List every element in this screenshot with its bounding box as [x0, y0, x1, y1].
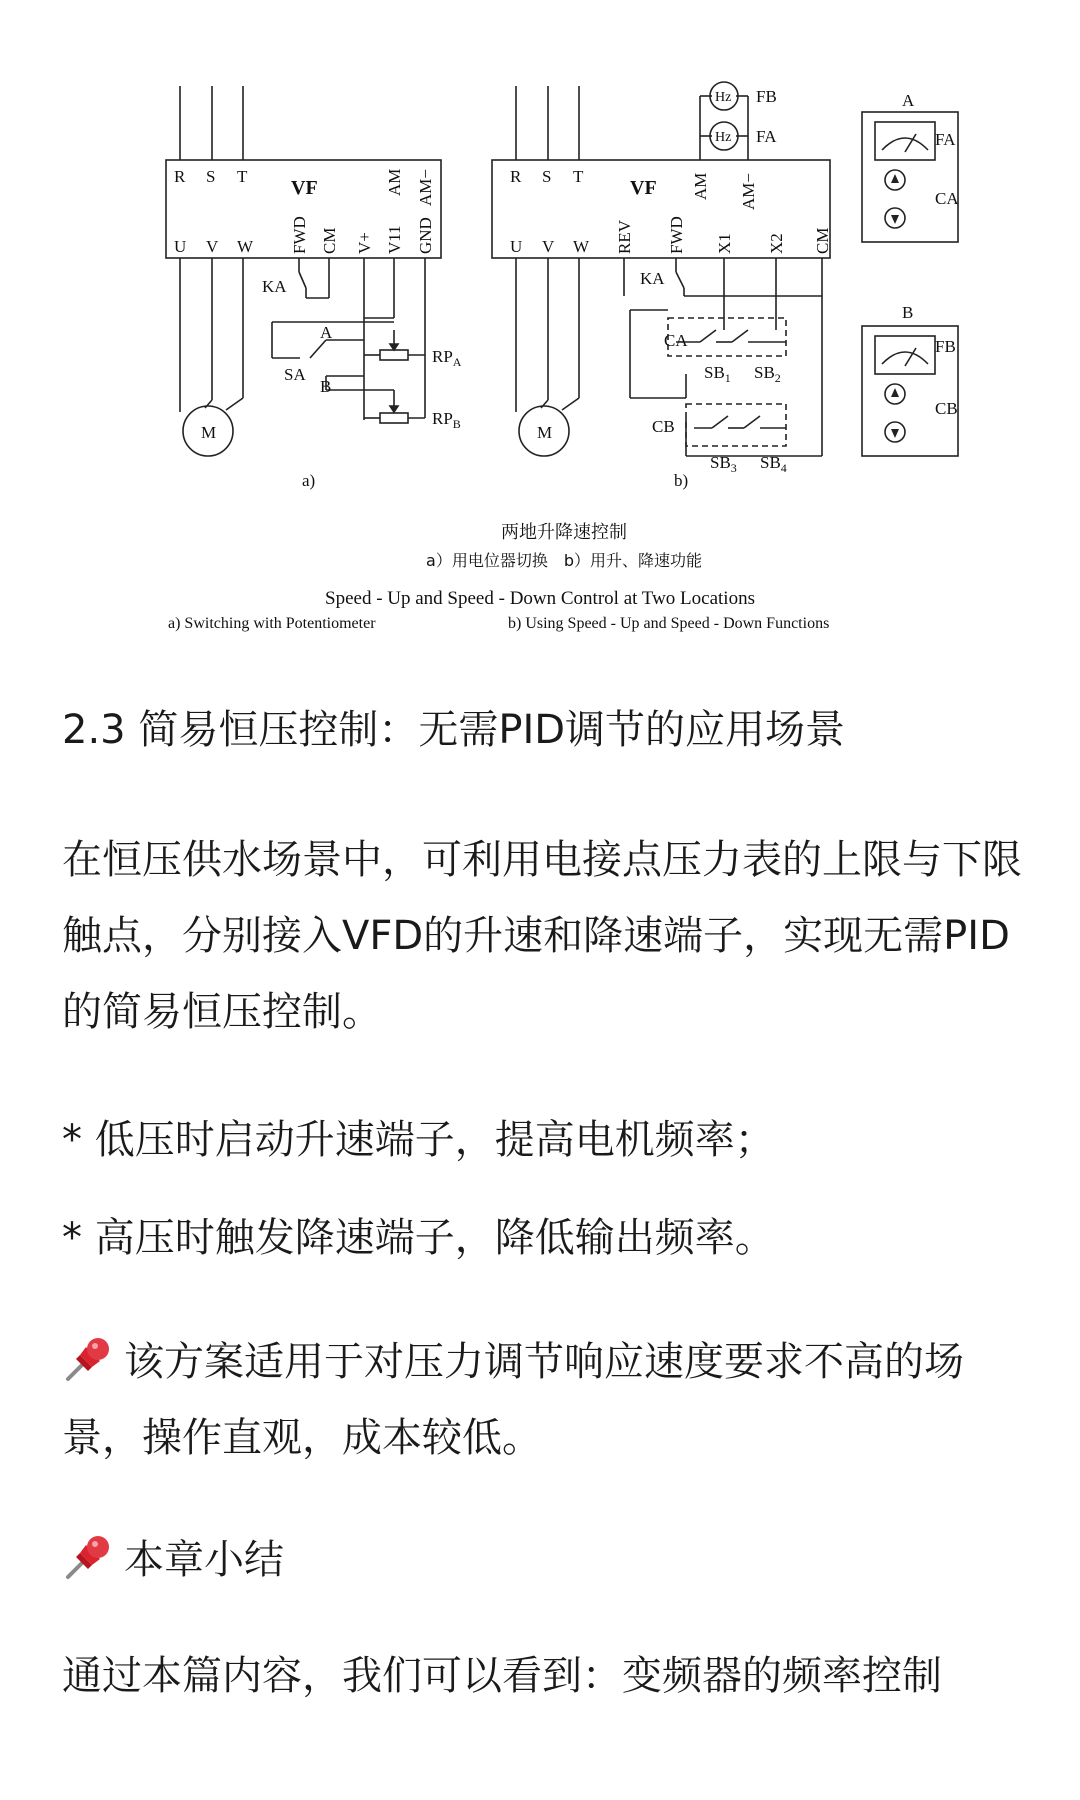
terminal-w-b: W	[573, 237, 590, 256]
terminal-am-a: AM	[385, 168, 404, 196]
terminal-gnd-a: GND	[416, 217, 435, 254]
summary-paragraph: 通过本篇内容，我们可以看到：变频器的频率控制	[62, 1653, 942, 1699]
terminal-w-a: W	[237, 237, 254, 256]
motor-label-b: M	[537, 423, 553, 442]
terminal-r-a: R	[174, 167, 186, 186]
pushpin-icon	[62, 1531, 114, 1583]
sa-label: SA	[284, 365, 306, 384]
panel-b-title: B	[902, 303, 914, 322]
wiring-figure	[0, 0, 1080, 660]
terminal-v-b: V	[542, 237, 555, 256]
terminal-s-b: S	[542, 167, 552, 186]
summary-title-text: 本章小结	[124, 1537, 284, 1583]
sb4-label: $SB_4$	[760, 453, 787, 475]
bullet-low-pressure: * 低压时启动升速端子，提高电机频率；	[62, 1117, 775, 1163]
caption-cn-title: 两地升降速控制	[501, 522, 627, 543]
switch-b-label: B	[320, 377, 332, 396]
panel-b-buttons-label: CB	[935, 399, 958, 418]
motor-label-a: M	[201, 423, 217, 442]
hz-meter-fb: Hz	[715, 90, 732, 105]
terminal-cm-a: CM	[320, 227, 339, 254]
terminal-v11-a: V11	[385, 225, 404, 254]
sb1-label: $SB_1$	[704, 363, 731, 385]
fb-label-b: FB	[756, 87, 777, 106]
switch-a-label: A	[320, 323, 333, 342]
terminal-t-a: T	[237, 167, 248, 186]
terminal-s-a: S	[206, 167, 216, 186]
sb2-label: $SB_2$	[754, 363, 781, 385]
terminal-am-b: AM	[691, 172, 710, 200]
terminal-am-minus-a: AM−	[416, 169, 435, 206]
subfig-b-label: b)	[674, 471, 689, 490]
terminal-x1-b: X1	[715, 233, 734, 254]
sb3-label: $SB_3$	[710, 453, 737, 475]
rpb-label: $RP_B$	[432, 409, 461, 431]
vf-label-a: VF	[291, 177, 318, 199]
section-heading: 2.3 简易恒压控制：无需PID调节的应用场景	[62, 707, 846, 753]
ka-label-b: KA	[640, 269, 665, 288]
note-paragraph	[62, 1324, 1022, 1476]
terminal-t-b: T	[573, 167, 584, 186]
terminal-fwd-b: FWD	[667, 216, 686, 254]
terminal-cm-b: CM	[813, 227, 832, 254]
intro-paragraph: 在恒压供水场景中，可利用电接点压力表的上限与下限触点，分别接入VFD的升速和降速端子，实现无需PID的简易恒压控制。	[62, 837, 1022, 1035]
summary-title	[62, 1522, 1022, 1598]
terminal-rev-b: REV	[615, 220, 634, 254]
caption-en-a: a) Switching with Potentiometer	[168, 615, 376, 632]
caption-en-title: Speed - Up and Speed - Down Control at Two Locations	[325, 588, 755, 609]
terminal-vplus-a: V+	[355, 232, 374, 254]
wiring-diagram	[0, 0, 1080, 660]
terminal-u-b: U	[510, 237, 523, 256]
caption-cn-sub: a）用电位器切换 b）用升、降速功能	[426, 551, 702, 570]
caption-en-b: b) Using Speed - Up and Speed - Down Functions	[508, 615, 830, 632]
ka-label-a: KA	[262, 277, 287, 296]
fa-label-b: FA	[756, 127, 777, 146]
terminal-u-a: U	[174, 237, 187, 256]
panel-b-meter-label: FB	[935, 337, 956, 356]
terminal-fwd-a: FWD	[290, 216, 309, 254]
panel-a-buttons-label: CA	[935, 189, 959, 208]
hz-meter-fa: Hz	[715, 130, 732, 145]
note-text: 该方案适用于对压力调节响应速度要求不高的场景，操作直观，成本较低。	[62, 1339, 964, 1461]
terminal-v-a: V	[206, 237, 219, 256]
ca-label-b: CA	[664, 331, 688, 350]
panel-a-title: A	[902, 91, 915, 110]
terminal-x2-b: X2	[767, 233, 786, 254]
vf-label-b: VF	[630, 177, 657, 199]
subfig-a-label: a)	[302, 471, 316, 490]
pushpin-icon	[62, 1333, 114, 1385]
terminal-r-b: R	[510, 167, 522, 186]
cb-label-b: CB	[652, 417, 675, 436]
terminal-am-minus-b: AM−	[739, 173, 758, 210]
bullet-high-pressure: * 高压时触发降速端子，降低输出频率。	[62, 1215, 775, 1261]
panel-a-meter-label: FA	[935, 130, 956, 149]
rpa-label: $RP_A$	[432, 347, 462, 369]
